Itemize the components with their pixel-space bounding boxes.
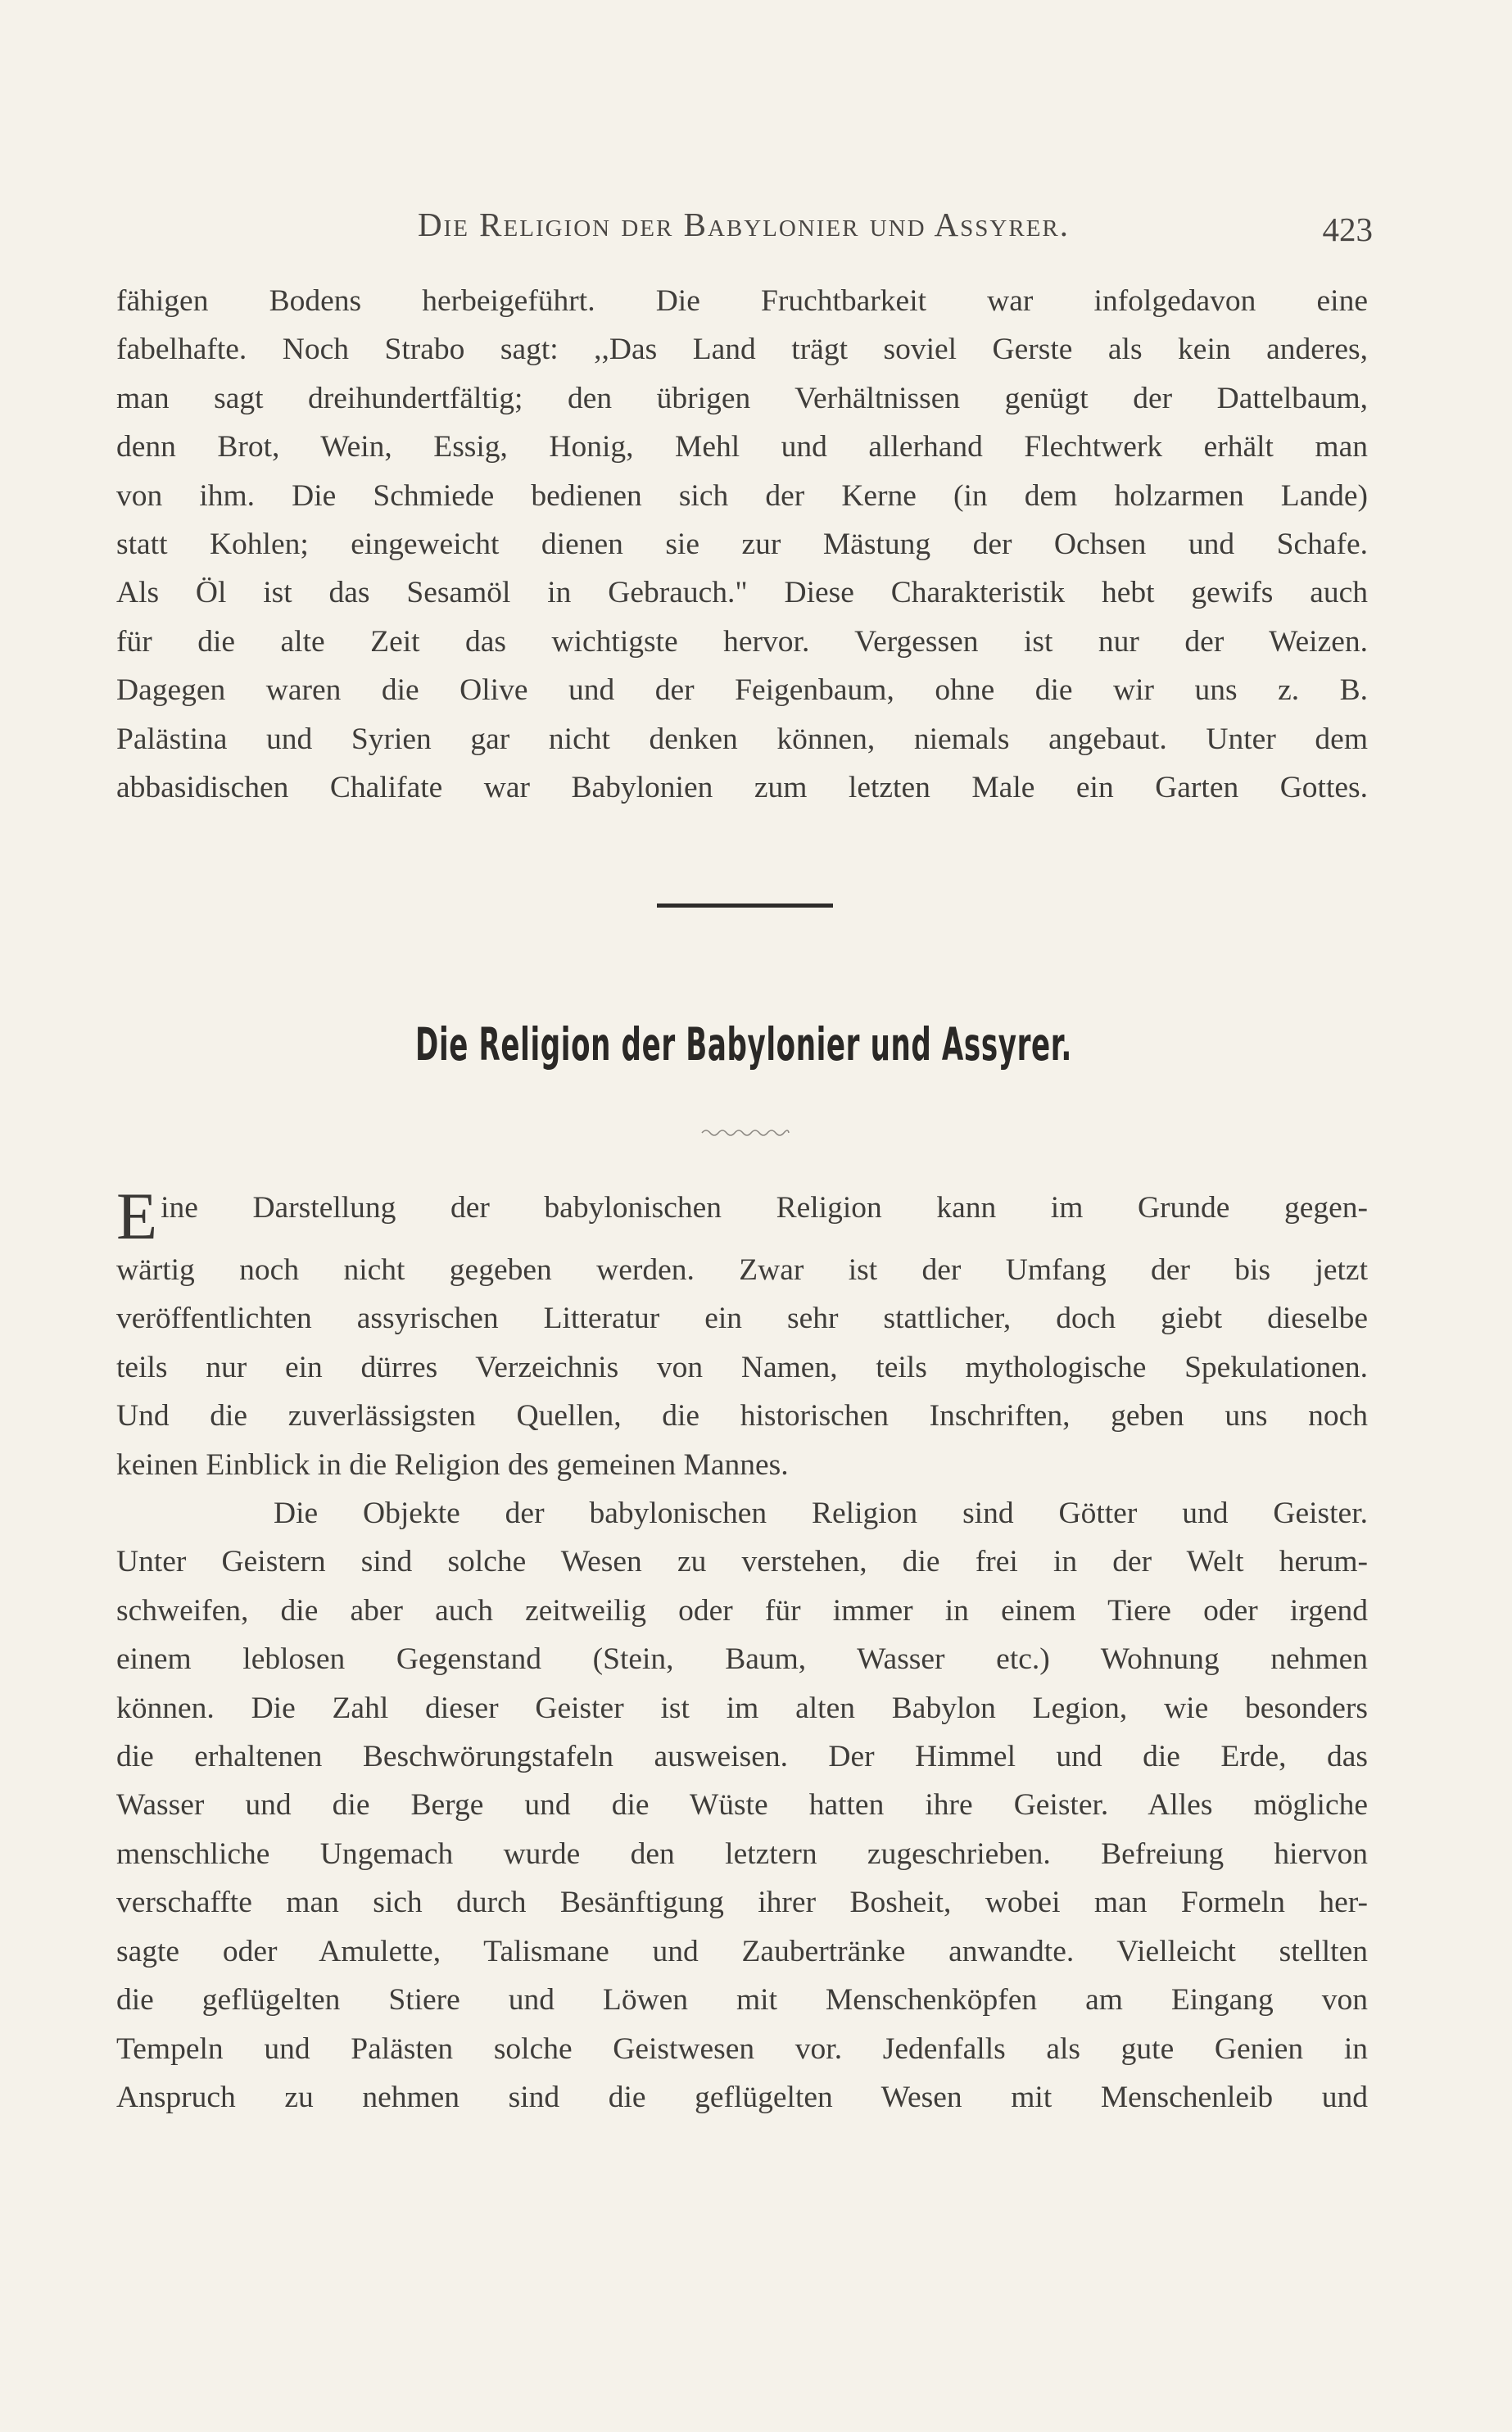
text-line: man sagt dreihundertfältig; den übrigen Verhältnissen genügt der Dattelbaum, [116,381,1368,415]
text-line: die geflügelten Stiere und Löwen mit Menschenköpfen am Eingang von [116,1983,1368,2018]
text-line: Als Öl ist das Sesamöl in Gebrauch." Diese Charakteristik hebt gewifs auch [116,576,1368,610]
text-line: Anspruch zu nehmen sind die geflügelten Wesen mit Menschenleib und [116,2080,1368,2114]
wavy-ornament-icon [700,1126,790,1139]
text-line: schweifen, die aber auch zeitweilig oder für immer in einem Tiere oder irgend [116,1593,1368,1628]
text-line: ine Darstellung der babylonischen Religion kann im Grunde gegen- [161,1191,1368,1225]
text-line: Und die zuverlässigsten Quellen, die historischen Inschriften, geben uns noch [116,1399,1368,1433]
text-line: teils nur ein dürres Verzeichnis von Namen, teils mythologische Spekulationen. [116,1350,1368,1384]
text-line: Tempeln und Palästen solche Geistwesen vor. Jedenfalls als gute Genien in [116,2031,1368,2066]
text-line: von ihm. Die Schmiede bedienen sich der Kerne (in dem holzarmen Lande) [116,478,1368,513]
text-line: fähigen Bodens herbeigeführt. Die Fruchtbarkeit war infolgedavon eine [116,284,1368,318]
section-heading: Die Religion der Babylonier und Assyrer. [415,1018,1072,1071]
paragraph-continuation [116,277,1368,812]
text-line: die erhaltenen Beschwörungstafeln ausweisen. Der Himmel und die Erde, das [116,1740,1368,1774]
text-line: abbasidischen Chalifate war Babylonien zum letzten Male ein Garten Gottes. [116,771,1368,805]
text-line: keinen Einblick in die Religion des gemeinen Mannes. [116,1447,789,1482]
drop-cap: E [116,1184,158,1246]
text-line: verschaffte man sich durch Besänftigung ihrer Bosheit, wobei man Formeln her- [116,1886,1368,1920]
text-line: denn Brot, Wein, Essig, Honig, Mehl und allerhand Flechtwerk erhält man [116,430,1368,464]
page-number: 423 [1322,211,1373,248]
text-line: wärtig noch nicht gegeben werden. Zwar ist der Umfang der bis jetzt [116,1253,1368,1287]
section-body [116,1184,1368,2122]
text-line: statt Kohlen; eingeweicht dienen sie zur Mästung der Ochsen und Schafe. [116,528,1368,562]
text-line: Wasser und die Berge und die Wüste hatten ihre Geister. Alles mögliche [116,1788,1368,1823]
first-line [116,1184,1368,1246]
section-divider-rule [657,904,833,908]
text-line: sagte oder Amulette, Talismane und Zaubertränke anwandte. Vielleicht stellten [116,1934,1368,1968]
text-line: Die Objekte der babylonischen Religion sind Götter und Geister. [274,1497,1368,1531]
text-line: veröffentlichten assyrischen Litteratur ein sehr stattlicher, doch giebt dieselbe [116,1302,1368,1336]
text-line: Dagegen waren die Olive und der Feigenbaum, ohne die wir uns z. B. [116,673,1368,708]
running-title: Die Religion der Babylonier und Assyrer. [417,206,1071,243]
text-line: können. Die Zahl dieser Geister ist im alten Babylon Legion, wie besonders [116,1691,1368,1725]
text-line: einem leblosen Gegenstand (Stein, Baum, Wasser etc.) Wohnung nehmen [116,1642,1368,1677]
running-head [115,205,1373,254]
text-line: Palästina und Syrien gar nicht denken können, niemals angebaut. Unter dem [116,722,1368,756]
text-line: Unter Geistern sind solche Wesen zu verstehen, die frei in der Welt herum- [116,1545,1368,1579]
text-line: für die alte Zeit das wichtigste hervor. Vergessen ist nur der Weizen. [116,624,1368,659]
text-line: menschliche Ungemach wurde den letztern zugeschrieben. Befreiung hiervon [116,1836,1368,1871]
text-line: fabelhafte. Noch Strabo sagt: ,,Das Land trägt soviel Gerste als kein anderes, [116,333,1368,367]
